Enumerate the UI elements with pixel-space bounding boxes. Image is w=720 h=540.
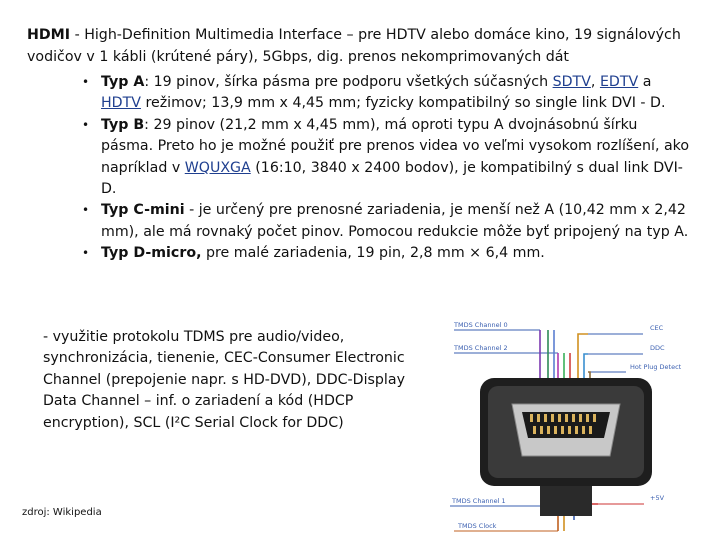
label-plus-5v: +5V bbox=[650, 494, 665, 502]
separator: , bbox=[590, 74, 600, 90]
type-b-label: Typ B bbox=[101, 116, 145, 133]
list-item-type-d bbox=[82, 243, 692, 264]
list-item-type-a bbox=[82, 72, 692, 115]
type-d-text: pre malé zariadenia, 19 pin, 2,8 mm × 6,4 mm. bbox=[201, 245, 545, 262]
list-item-type-c bbox=[82, 200, 692, 243]
type-c-label: Typ C-mini bbox=[101, 202, 185, 219]
hdmi-term: HDMI bbox=[27, 27, 71, 43]
type-a-label: Typ A bbox=[101, 74, 145, 90]
type-d-label: Typ D-micro, bbox=[101, 245, 202, 262]
edtv-link[interactable]: EDTV bbox=[599, 74, 639, 90]
bullet-icon: • bbox=[82, 203, 90, 218]
intro-text: - High-Definition Multimedia Interface – pre HDTV alebo domáce kino, 19 signálových vodičov v 1 kábli (krútené páry), 5Gbps, dig. prenos nekomprimovaných dát bbox=[27, 27, 681, 65]
label-tmds-channel-2: TMDS Channel 2 bbox=[454, 344, 508, 352]
sdtv-link[interactable]: SDTV bbox=[552, 74, 591, 90]
label-hot-plug-detect: Hot Plug Detect bbox=[630, 363, 682, 371]
bullet-icon: • bbox=[82, 117, 90, 132]
hdmi-pinout-diagram bbox=[428, 306, 698, 540]
hdtv-link[interactable]: HDTV bbox=[101, 95, 141, 112]
type-b-text-end: (16:10, 3840 x 2400 bodov), je kompatibilný s dual link DVI-D. bbox=[101, 159, 683, 198]
wquxga-link[interactable]: WQUXGA bbox=[184, 159, 251, 176]
protocol-notes: - využitie protokolu TDMS pre audio/video, synchronizácia, tienenie, CEC-Consumer Electronic Channel (prepojenie napr. s HD-DVD), DDC-Display Data Channel – inf. o zariadení a kód (HDCP encryption), SCL (I²C Serial Clock for DDC) bbox=[43, 329, 405, 431]
bullet-icon: • bbox=[82, 75, 90, 89]
type-c-text: - je určený pre prenosné zariadenia, je menší než A (10,42 mm x 2,42 mm), ale má rovnaký počet pinov. Pomocou redukcie môže byť pripojený na typ A. bbox=[101, 202, 689, 240]
label-tmds-channel-1: TMDS Channel 1 bbox=[452, 497, 506, 505]
type-a-text: : 19 pinov, šírka pásma pre podporu všetkých súčasných bbox=[144, 74, 553, 90]
bullet-icon: • bbox=[82, 246, 90, 261]
label-ddc: DDC bbox=[650, 344, 665, 352]
separator: a bbox=[638, 74, 652, 90]
source-caption: zdroj: Wikipedia bbox=[22, 507, 102, 518]
type-b-text: : 29 pinov (21,2 mm x 4,45 mm), má oproti typu A dvojnásobnú šírku pásma. Preto ho je možné použiť pre prenos videa vo veľmi vysokom rozlíšení, ako napríklad v bbox=[101, 116, 690, 176]
list-item-type-b bbox=[82, 115, 692, 201]
hdmi-connector bbox=[480, 378, 652, 516]
label-cec: CEC bbox=[650, 324, 664, 332]
type-a-text-end: režimov; 13,9 mm x 4,45 mm; fyzicky kompatibilný so single link DVI - D. bbox=[140, 95, 666, 112]
label-tmds-clock: TMDS Clock bbox=[458, 522, 497, 530]
label-tmds-channel-0: TMDS Channel 0 bbox=[454, 321, 508, 329]
connector-types-list bbox=[82, 72, 692, 265]
intro-paragraph bbox=[27, 24, 707, 68]
